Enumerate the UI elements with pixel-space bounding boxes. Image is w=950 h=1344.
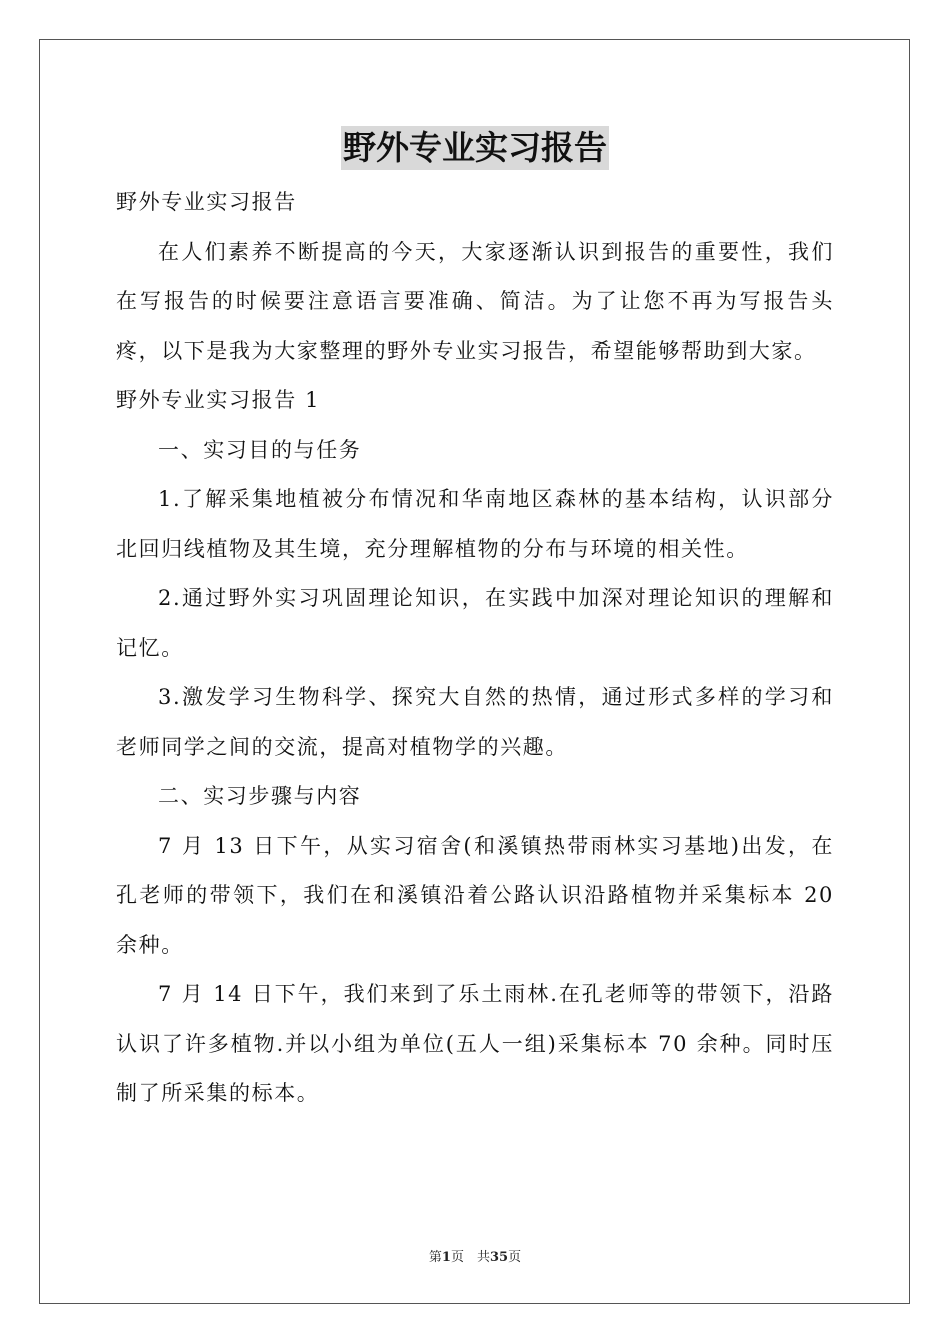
- paragraph-subtitle: 野外专业实习报告: [116, 190, 297, 214]
- footer-current-page: 1: [441, 1250, 451, 1265]
- footer-suffix: 页: [508, 1250, 522, 1265]
- section-heading-purpose: 一、实习目的与任务: [158, 437, 362, 462]
- paragraph-item-1: 1.了解采集地植被分布情况和华南地区森林的基本结构，认识部分北回归线植物及其生境，充分理解植物的分布与环境的相关性。: [116, 487, 834, 561]
- paragraph-july-14: 7 月 14 日下午，我们来到了乐土雨林.在孔老师等的带领下，沿路认识了许多植物.并以小组为单位(五人一组)采集标本 70 余种。同时压制了所采集的标本。: [116, 982, 834, 1105]
- paragraph-intro: 在人们素养不断提高的今天，大家逐渐认识到报告的重要性，我们在写报告的时候要注意语言要准确、简洁。为了让您不再为写报告头疼，以下是我为大家整理的野外专业实习报告，希望能够帮助到大家。: [116, 239, 834, 363]
- paragraph-july-13: 7 月 13 日下午，从实习宿舍(和溪镇热带雨林实习基地)出发，在孔老师的带领下，我们在和溪镇沿着公路认识沿路植物并采集标本 20 余种。: [116, 833, 834, 957]
- page-footer: [0, 1246, 950, 1265]
- section-heading-report-1: 野外专业实习报告 1: [116, 388, 321, 412]
- footer-prefix: 第: [428, 1250, 442, 1265]
- paragraph-item-2: 2.通过野外实习巩固理论知识，在实践中加深对理论知识的理解和记忆。: [116, 586, 834, 660]
- title-container: [0, 126, 950, 170]
- document-body: [116, 178, 834, 1119]
- footer-mid: 页 共: [450, 1250, 490, 1265]
- page-title: 野外专业实习报告: [341, 126, 609, 170]
- paragraph-item-3: 3.激发学习生物科学、探究大自然的热情，通过形式多样的学习和老师同学之间的交流，提高对植物学的兴趣。: [116, 685, 834, 759]
- footer-total-pages: 35: [489, 1250, 509, 1265]
- section-heading-steps: 二、实习步骤与内容: [158, 784, 362, 808]
